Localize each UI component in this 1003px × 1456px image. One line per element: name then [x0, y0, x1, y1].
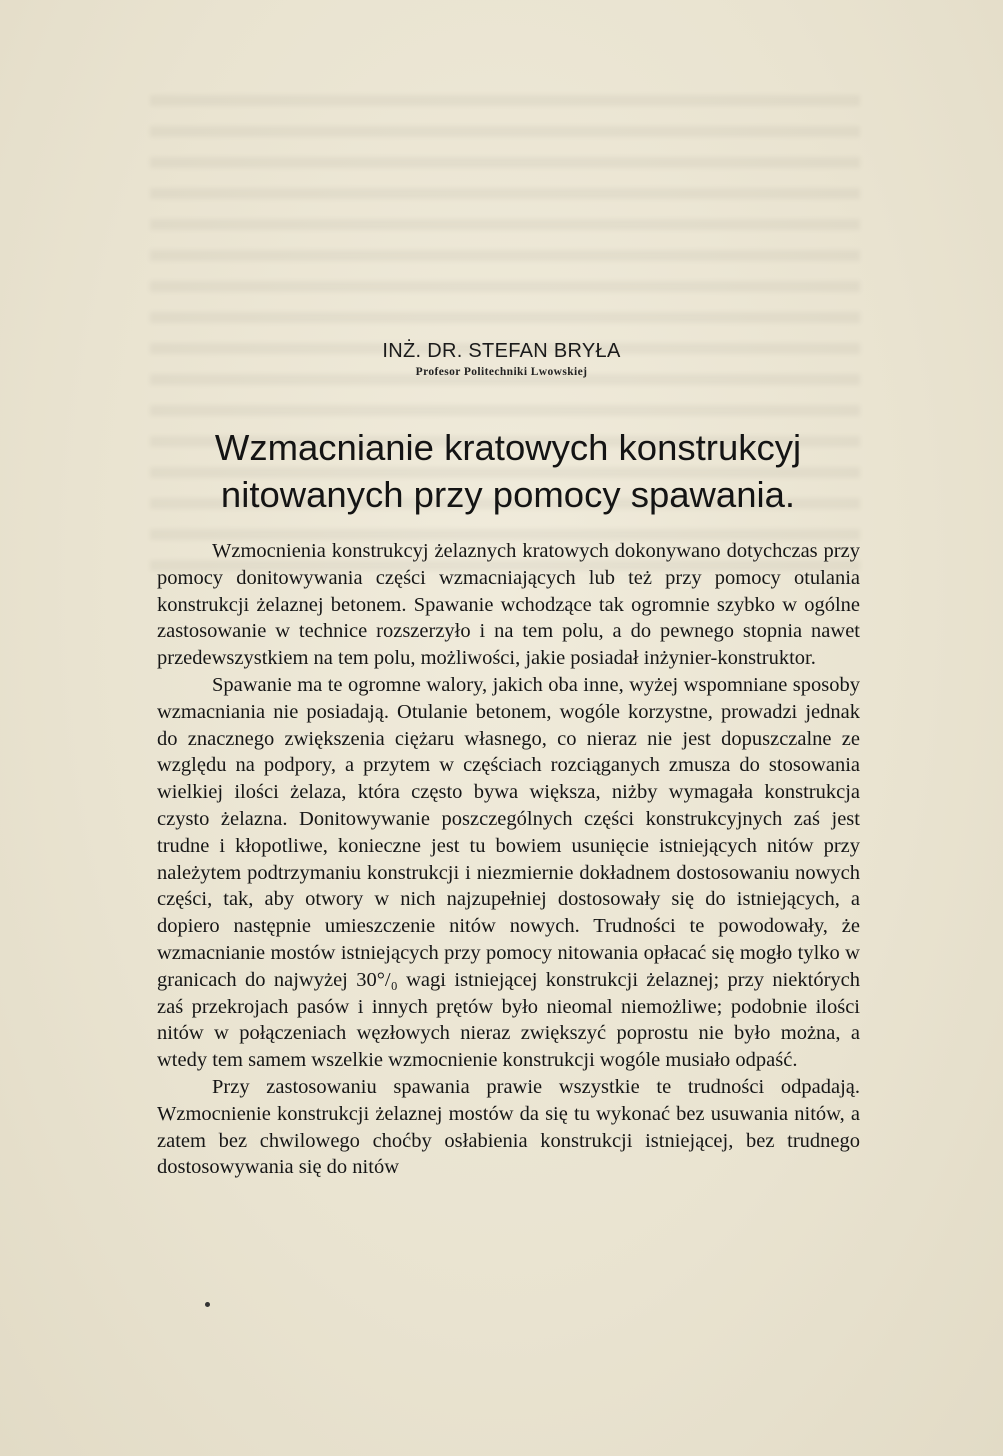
article-title: Wzmacnianie kratowych konstrukcyj nitowanych przy pomocy spawania.	[214, 427, 802, 515]
article-body	[157, 538, 860, 1181]
author-affiliation: Profesor Politechniki Lwowskiej	[415, 366, 588, 378]
paragraph: Wzmocnienia konstrukcyj żelaznych kratowych dokonywano dotychczas przy pomocy donitowywania części wzmacniających lub też przy pomocy otulania konstrukcji żelaznej betonem. Spawanie wchodzące tak ogromnie szybko w ogólne zastosowanie w technice rozszerzyło i na tem polu, a do pewnego stopnia nawet przedewszystkiem na tem polu, możliwości, jakie posiadał inżynier-konstruktor.	[157, 540, 860, 670]
author-name: INŻ. DR. STEFAN BRYŁA	[382, 340, 621, 362]
paragraph: Spawanie ma te ogromne walory, jakich oba inne, wyżej wspomniane sposoby wzmacniania nie posiadają. Otulanie betonem, wogóle korzystne, prowadzi jednak do znacznego zwiększenia ciężaru własnego, co nieraz nie jest dopuszczalne ze względu na podpory, a przytem w częściach rozciąganych zmusza do stosowania wielkiej ilości żelaza, która często bywa większa, niżby wymagała konstrukcja czysto żelazna. Donitowywanie poszczególnych części konstrukcyjnych zaś jest trudne i kłopotliwe, konieczne jest tu bowiem usunięcie istniejących nitów przy należytem podtrzymaniu konstrukcji i niezmiernie dokładnem dostosowaniu nowych części, tak, aby otwory w nich najzupełniej dostosowały się do istniejących, a dopiero następnie umieszczenie nitów nowych. Trudności te powodowały, że wzmacnianie mostów istniejących przy pomocy nitowania opłacać się mogło tylko w granicach do najwyżej 30°/₀ wagi istniejącej konstrukcji żelaznej; przy niektórych zaś przekrojach pasów i innych prętów było nieomal niemożliwe; podobnie ilości nitów w połączeniach węzłowych nieraz zwiększyć poprostu nie było można, a wtedy tem samem wszelkie wzmocnienie konstrukcji wogóle musiało odpaść.	[157, 673, 860, 1072]
paragraph: Przy zastosowaniu spawania prawie wszystkie te trudności odpadają. Wzmocnienie konstrukcji żelaznej mostów da się tu wykonać bez usuwania nitów, a zatem bez chwilowego choćby osłabienia konstrukcji istniejącej, bez trudnego dostosowywania się do nitów	[157, 1075, 860, 1179]
ink-speck	[205, 1302, 210, 1307]
